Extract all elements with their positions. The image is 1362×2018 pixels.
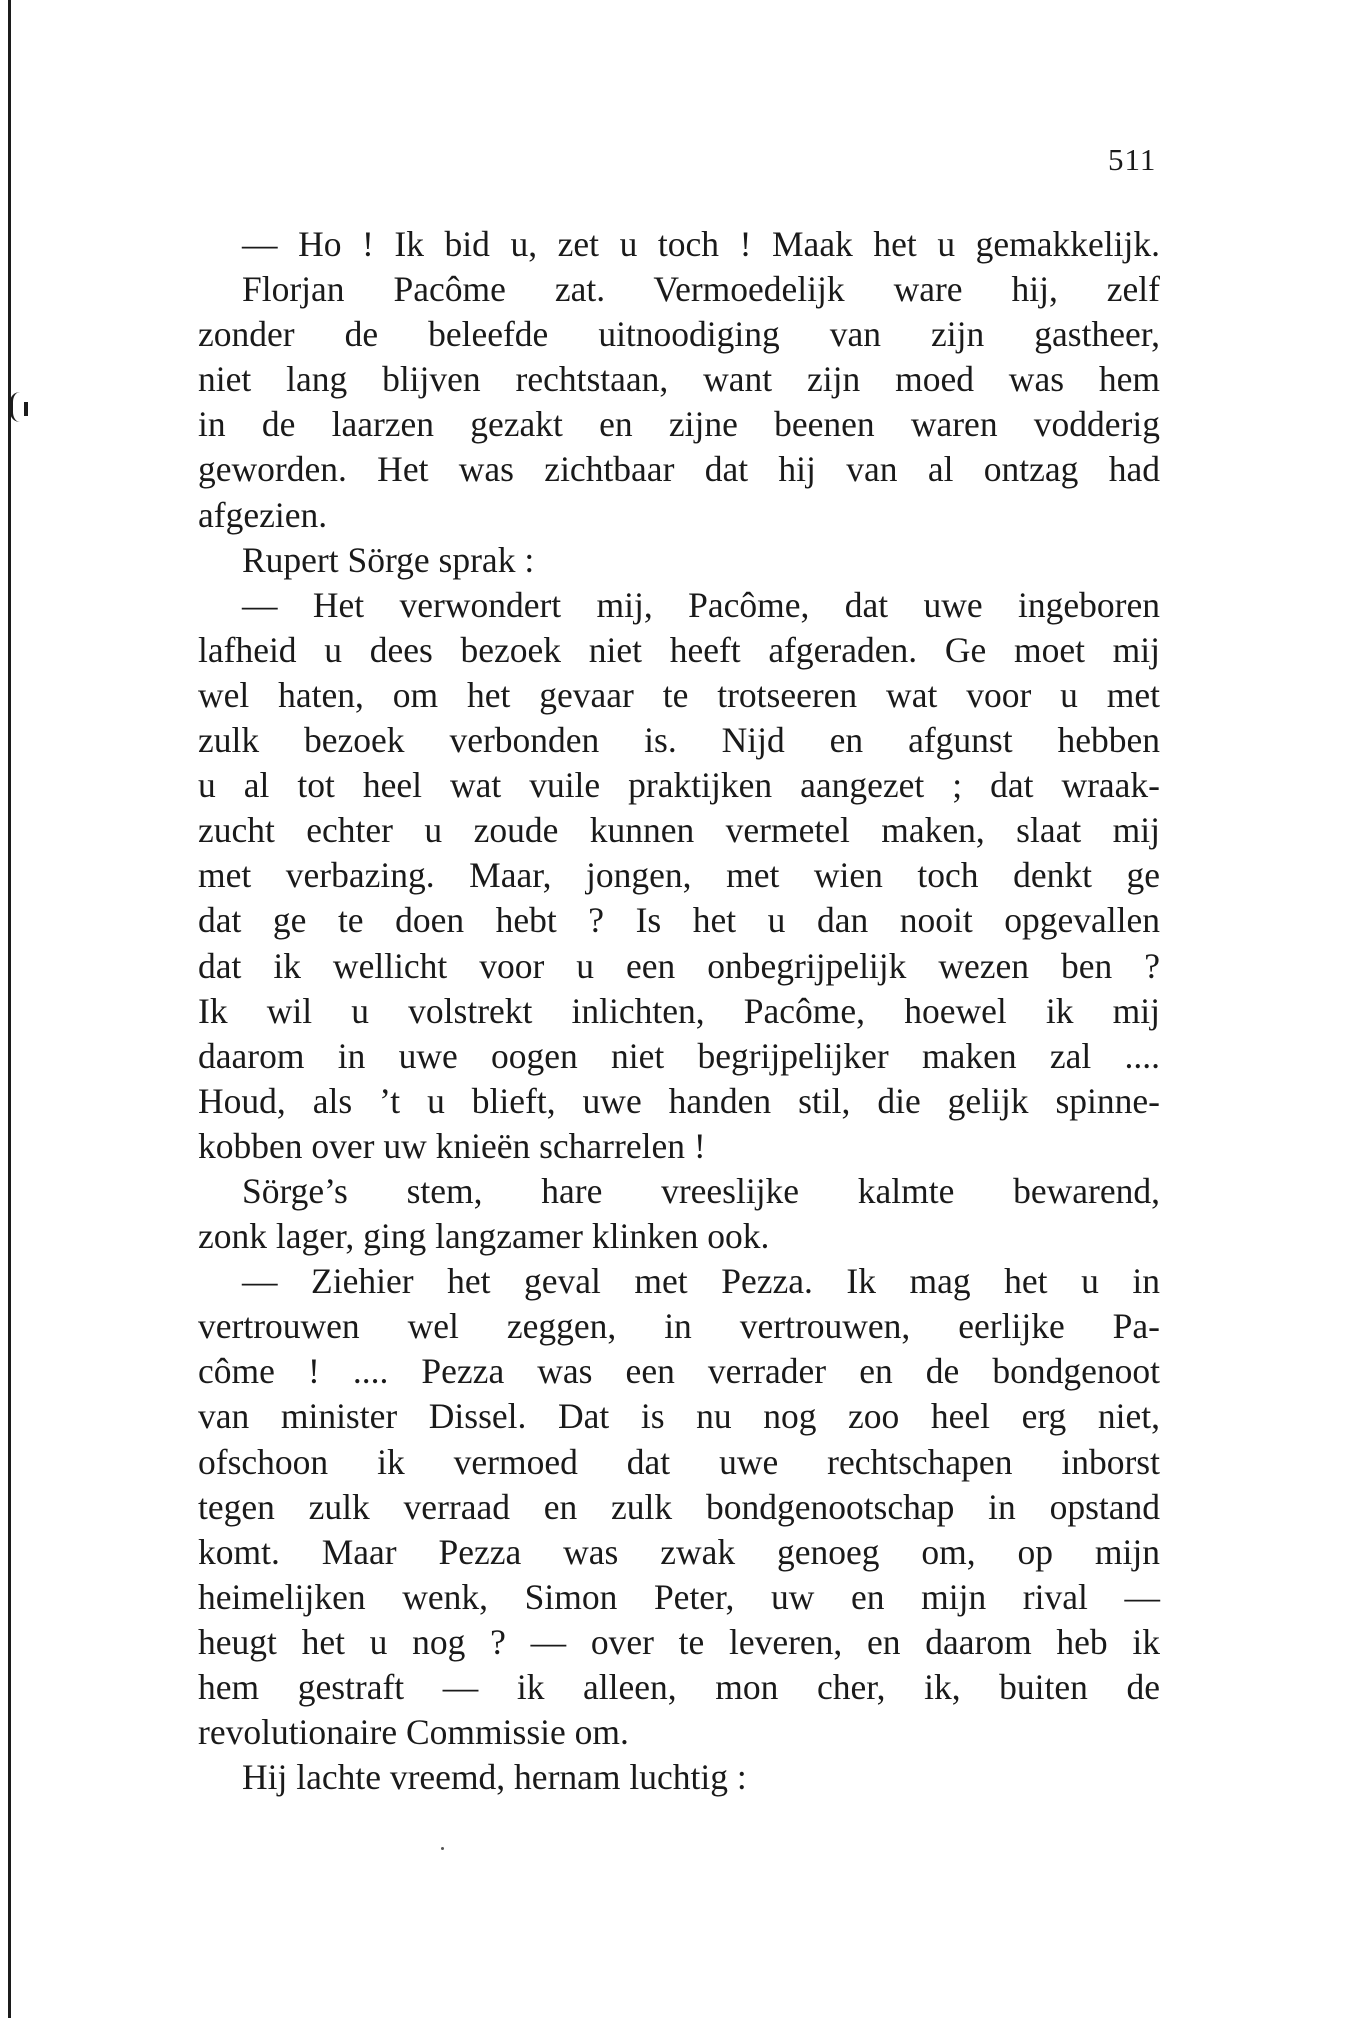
text-line: heugt het u nog ? — over te leveren, en daarom heb ik [198,1621,1160,1662]
text-line: zonk lager, ging langzamer klinken ook. [198,1216,770,1257]
text-line: — Het verwondert mij, Pacôme, dat uwe ingeboren [242,584,1160,625]
binding-mark [10,392,25,422]
text-line: heimelijken wenk, Simon Peter, uw en mijn rival — [198,1576,1160,1617]
body-text [198,222,1160,1800]
text-line: dat ge te doen hebt ? Is het u dan nooit opgevallen [198,900,1160,941]
text-line: zulk bezoek verbonden is. Nijd en afgunst hebben [198,720,1160,761]
text-line: Houd, als ’t u blieft, uwe handen stil, die gelijk spinne- [198,1080,1160,1121]
text-line: met verbazing. Maar, jongen, met wien toch denkt ge [198,855,1160,896]
text-line: Rupert Sörge sprak : [242,539,535,580]
text-line: ofschoon ik vermoed dat uwe rechtschapen inborst [198,1441,1160,1482]
text-line: daarom in uwe oogen niet begrijpelijker maken zal .... [198,1035,1160,1076]
text-line: lafheid u dees bezoek niet heeft afgeraden. Ge moet mij [198,629,1160,670]
text-line: van minister Dissel. Dat is nu nog zoo heel erg niet, [198,1396,1160,1437]
text-line: geworden. Het was zichtbaar dat hij van al ontzag had [198,449,1160,490]
text-line: kobben over uw knieën scharrelen ! [198,1125,706,1166]
text-line: tegen zulk verraad en zulk bondgenootschap in opstand [198,1486,1160,1527]
text-line: côme ! .... Pezza was een verrader en de bondgenoot [198,1351,1160,1392]
text-line: Sörge’s stem, hare vreeslijke kalmte bewarend, [242,1170,1160,1211]
text-line: komt. Maar Pezza was zwak genoeg om, op mijn [198,1531,1160,1572]
text-line: niet lang blijven rechtstaan, want zijn moed was hem [198,359,1160,400]
text-line: — Ziehier het geval met Pezza. Ik mag het u in [242,1261,1160,1302]
text-line: — Ho ! Ik bid u, zet u toch ! Maak het u gemakkelijk. [242,224,1160,264]
text-line: u al tot heel wat vuile praktijken aangezet ; dat wraak- [198,765,1160,806]
text-line: zonder de beleefde uitnoodiging van zijn gastheer, [198,314,1160,355]
text-line: hem gestraft — ik alleen, mon cher, ik, buiten de [198,1667,1160,1707]
paper-speck [441,1847,444,1850]
page-number: 511 [1108,142,1157,177]
text-line: wel haten, om het gevaar te trotseeren wat voor u met [198,674,1160,715]
text-line: vertrouwen wel zeggen, in vertrouwen, eerlijke Pa- [198,1306,1160,1347]
text-line: Ik wil u volstrekt inlichten, Pacôme, hoewel ik mij [198,990,1160,1031]
binding-edge-line [8,0,11,2018]
text-line: Florjan Pacôme zat. Vermoedelijk ware hij, zelf [242,269,1160,310]
binding-dot [24,402,28,416]
text-line: zucht echter u zoude kunnen vermetel maken, slaat mij [198,810,1160,851]
text-line: in de laarzen gezakt en zijne beenen waren vodderig [198,404,1160,445]
text-line: revolutionaire Commissie om. [198,1712,629,1753]
text-line: dat ik wellicht voor u een onbegrijpelijk wezen ben ? [198,945,1160,986]
text-line: afgezien. [198,494,328,535]
text-line: Hij lachte vreemd, hernam luchtig : [242,1757,747,1798]
